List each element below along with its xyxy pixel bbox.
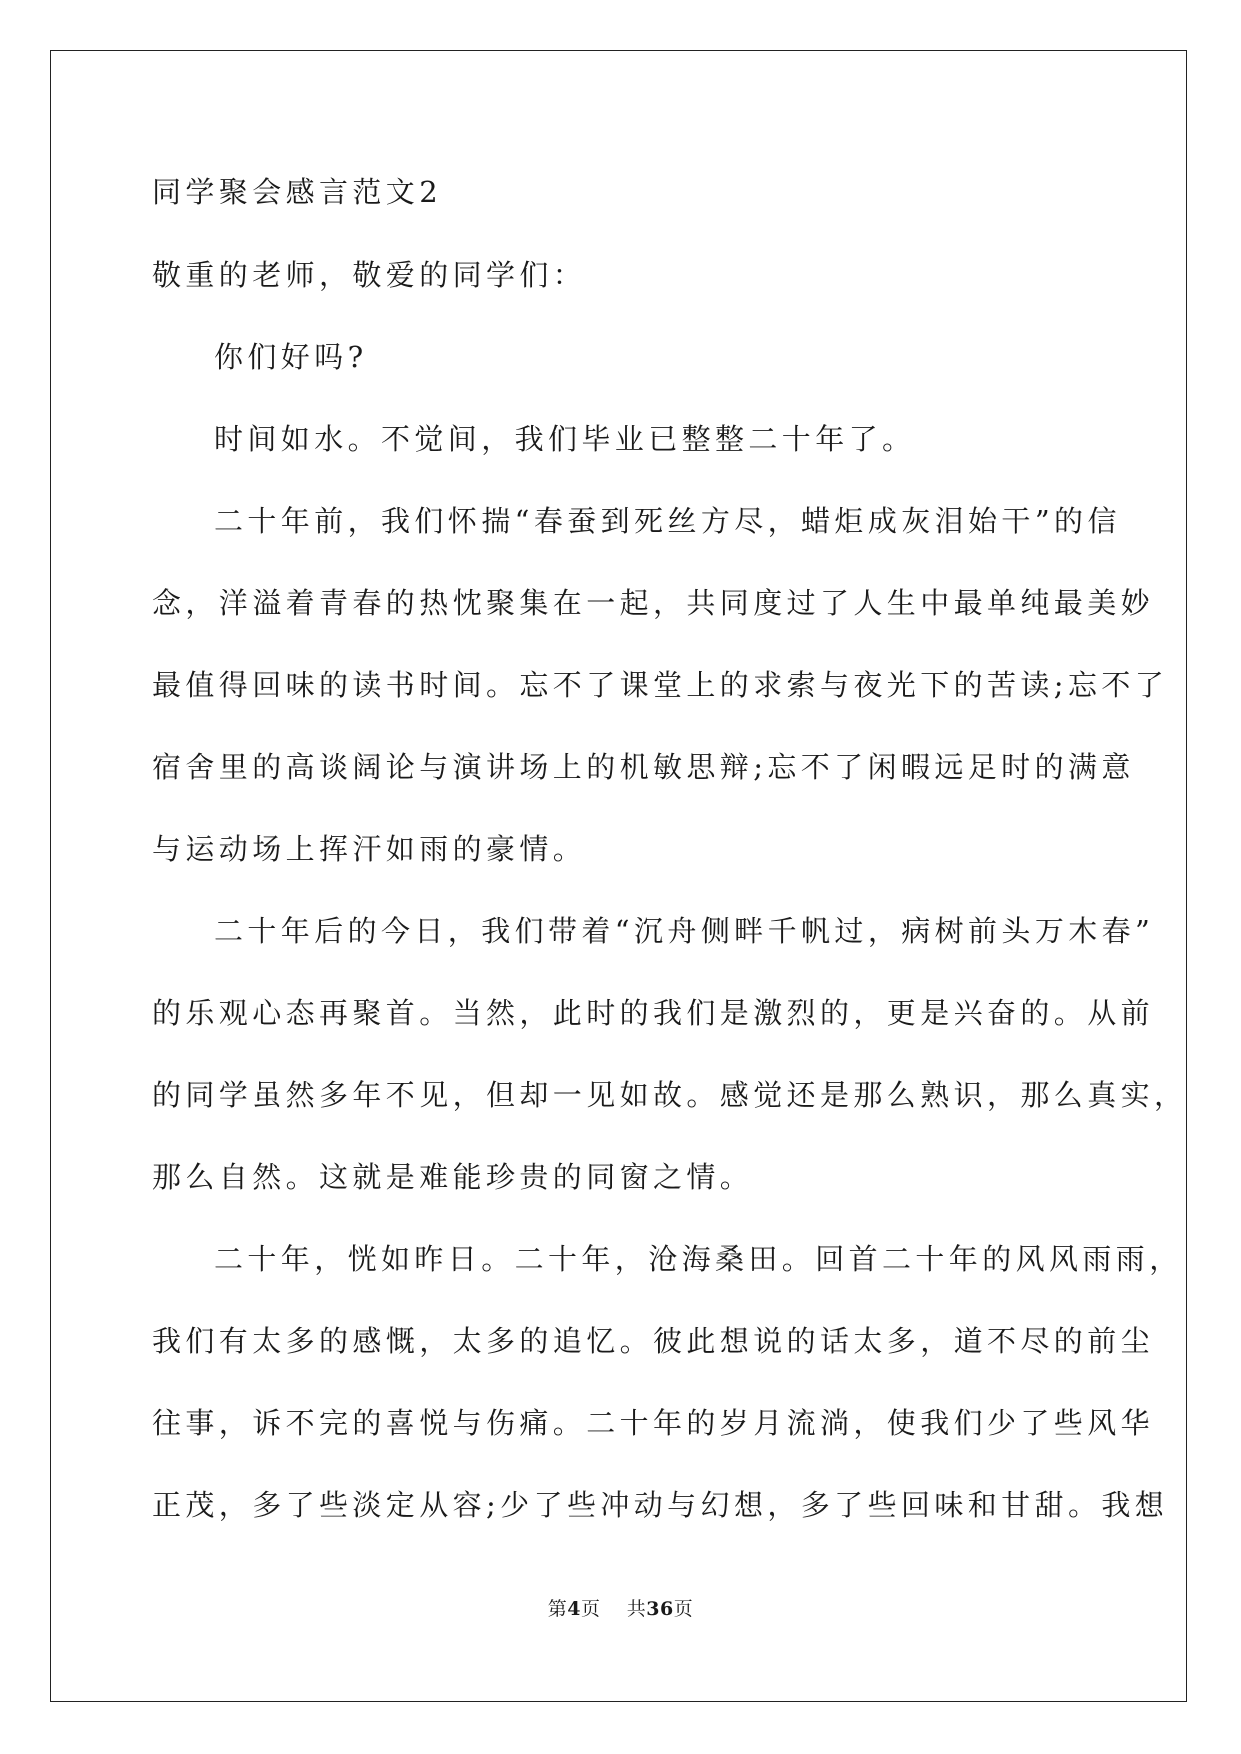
paragraph-line: 的乐观心态再聚首。当然，此时的我们是激烈的，更是兴奋的。从前 (152, 996, 1155, 1030)
paragraph-line: 时间如水。不觉间，我们毕业已整整二十年了。 (214, 422, 916, 456)
paragraph-line: 正茂，多了些淡定从容;少了些冲动与幻想，多了些回味和甘甜。我想 (152, 1488, 1169, 1522)
total-prefix: 共 (626, 1598, 647, 1620)
paragraph-line: 与运动场上挥汗如雨的豪情。 (152, 832, 587, 866)
paragraph-line: 的同学虽然多年不见，但却一见如故。感觉还是那么熟识，那么真实， (152, 1078, 1188, 1112)
total-suffix: 页 (673, 1598, 694, 1620)
page-prefix: 第 (547, 1598, 568, 1620)
document-title: 同学聚会感言范文2 (152, 175, 443, 209)
paragraph-line: 最值得回味的读书时间。忘不了课堂上的求索与夜光下的苦读;忘不了 (152, 668, 1169, 702)
total-pages: 36 (646, 1598, 674, 1620)
page-number: 4 (567, 1598, 582, 1620)
paragraph-line: 宿舍里的高谈阔论与演讲场上的机敏思辩;忘不了闲暇远足时的满意 (152, 750, 1135, 784)
paragraph-line: 念，洋溢着青春的热忱聚集在一起，共同度过了人生中最单纯最美妙 (152, 586, 1155, 620)
paragraph-line: 二十年，恍如昨日。二十年，沧海桑田。回首二十年的风风雨雨， (214, 1242, 1183, 1276)
paragraph-line: 我们有太多的感慨，太多的追忆。彼此想说的话太多，道不尽的前尘 (152, 1324, 1155, 1358)
salutation: 敬重的老师，敬爱的同学们： (152, 258, 587, 292)
page-suffix: 页 (581, 1598, 601, 1620)
paragraph-line: 二十年前，我们怀揣“春蚕到死丝方尽，蜡炬成灰泪始干”的信 (214, 504, 1121, 538)
page-footer (0, 1597, 1241, 1621)
paragraph-line: 往事，诉不完的喜悦与伤痛。二十年的岁月流淌，使我们少了些风华 (152, 1406, 1155, 1440)
page-border (50, 50, 1187, 1702)
paragraph-line: 二十年后的今日，我们带着“沉舟侧畔千帆过，病树前头万木春” (214, 914, 1155, 948)
paragraph-line: 你们好吗? (214, 340, 368, 374)
paragraph-line: 那么自然。这就是难能珍贵的同窗之情。 (152, 1160, 754, 1194)
